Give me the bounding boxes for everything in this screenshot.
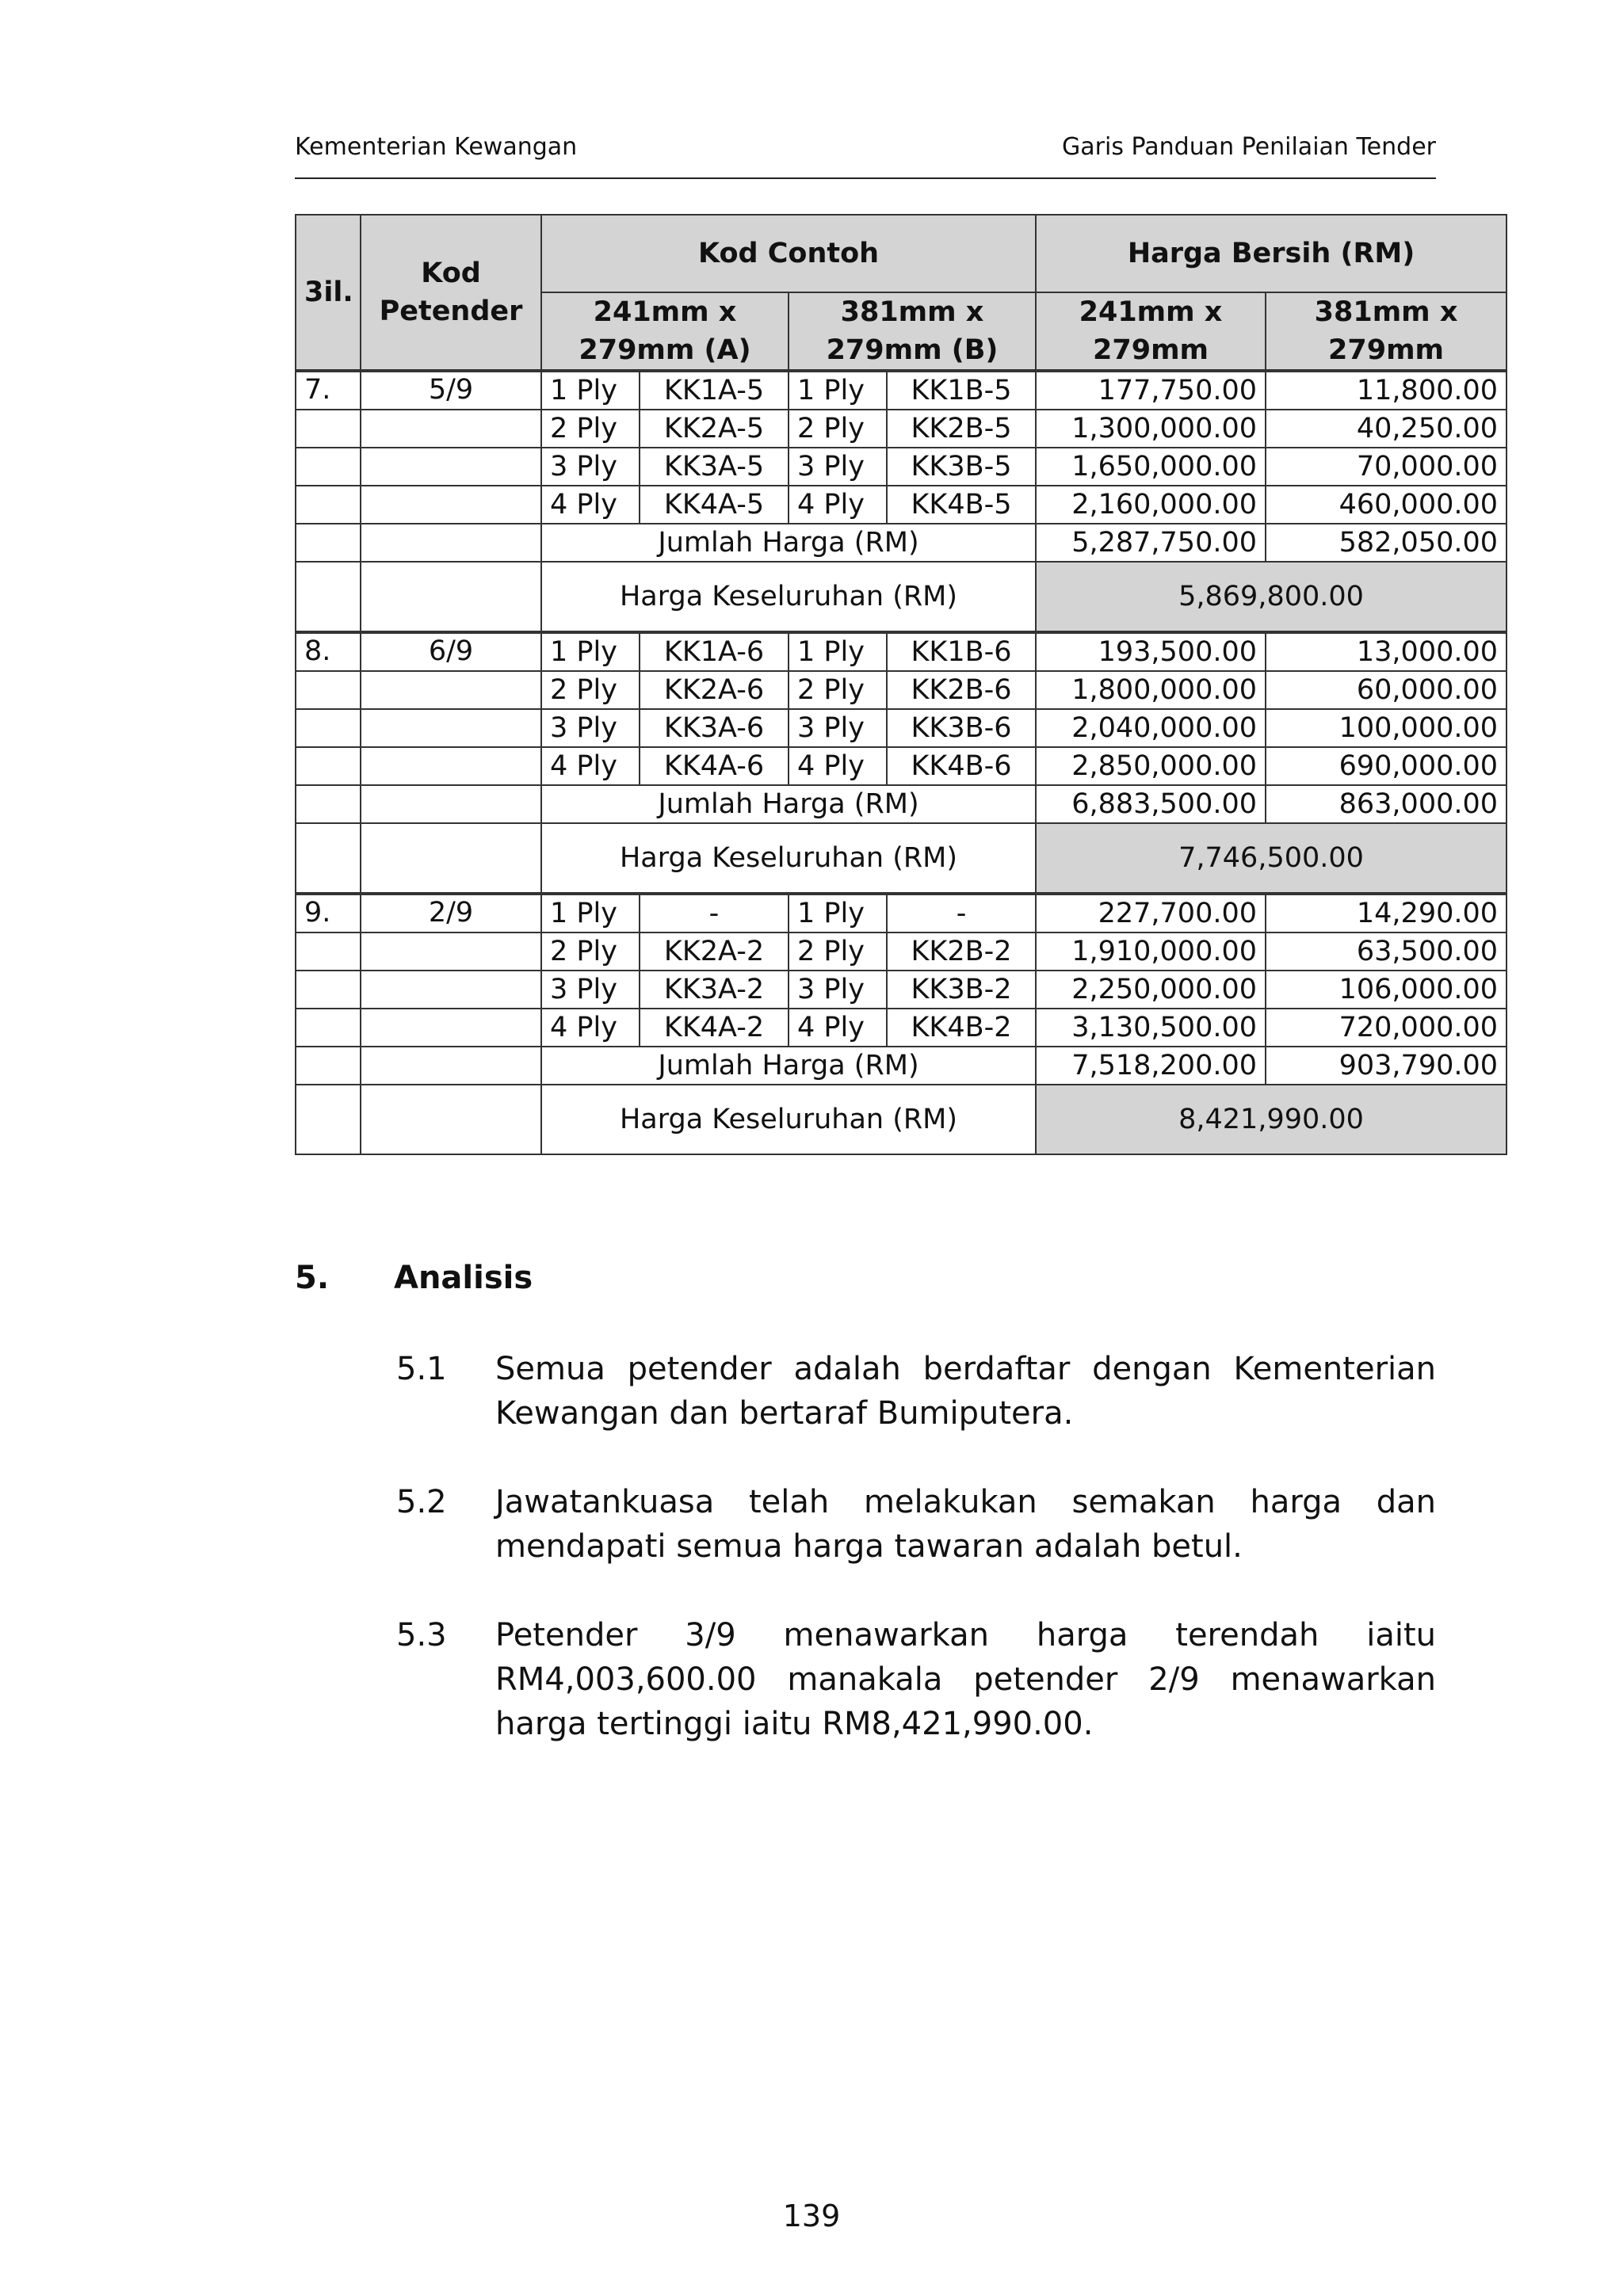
ply-b: 4 Ply [789, 747, 887, 785]
section-heading [295, 1260, 533, 1296]
paragraph-number: 5.2 [396, 1484, 447, 1520]
bil-cell [296, 933, 361, 971]
harga-keseluruhan-value: 8,421,990.00 [1036, 1085, 1507, 1154]
sample-code-b: KK4B-6 [887, 747, 1036, 785]
price-b: 14,290.00 [1266, 894, 1507, 933]
bil-cell [296, 1009, 361, 1047]
kod-cell [361, 448, 541, 486]
paragraph-5-3 [396, 1613, 1436, 1746]
total-row [296, 1085, 1507, 1154]
jumlah-price-b: 582,050.00 [1266, 524, 1507, 562]
tender-price-table [295, 214, 1507, 1155]
ply-a: 3 Ply [541, 709, 640, 747]
price-b: 106,000.00 [1266, 971, 1507, 1009]
ply-a: 4 Ply [541, 1009, 640, 1047]
jumlah-label: Jumlah Harga (RM) [541, 785, 1036, 823]
bil-number: 9. [296, 894, 361, 933]
table-row [296, 448, 1507, 486]
ply-b: 4 Ply [789, 486, 887, 524]
sample-code-a: KK3A-5 [640, 448, 789, 486]
sample-code-b: KK2B-6 [887, 671, 1036, 709]
ply-b: 3 Ply [789, 709, 887, 747]
harga-keseluruhan-label: Harga Keseluruhan (RM) [541, 823, 1036, 894]
ply-b: 2 Ply [789, 933, 887, 971]
kod-cell [361, 1009, 541, 1047]
ply-a: 2 Ply [541, 933, 640, 971]
kod-petender: 5/9 [361, 371, 541, 410]
kod-petender: 2/9 [361, 894, 541, 933]
kod-cell [361, 1047, 541, 1085]
ply-b: 3 Ply [789, 971, 887, 1009]
ply-a: 2 Ply [541, 410, 640, 448]
harga-keseluruhan-value: 5,869,800.00 [1036, 562, 1507, 632]
bil-cell [296, 1085, 361, 1154]
paragraph-text: Semua petender adalah berdaftar dengan Kementerian Kewangan dan bertaraf Bumiputera. [495, 1351, 1436, 1432]
kod-cell [361, 486, 541, 524]
jumlah-label: Jumlah Harga (RM) [541, 524, 1036, 562]
kod-cell [361, 524, 541, 562]
header-ministry: Kementerian Kewangan [295, 133, 578, 161]
page-header [295, 130, 1436, 179]
price-a: 1,650,000.00 [1036, 448, 1266, 486]
price-a: 2,160,000.00 [1036, 486, 1266, 524]
harga-keseluruhan-label: Harga Keseluruhan (RM) [541, 1085, 1036, 1154]
sample-code-b: KK3B-5 [887, 448, 1036, 486]
price-b: 63,500.00 [1266, 933, 1507, 971]
sample-code-a: KK3A-2 [640, 971, 789, 1009]
price-b: 70,000.00 [1266, 448, 1507, 486]
bil-cell [296, 410, 361, 448]
table-row [296, 971, 1507, 1009]
paragraph-text: Petender 3/9 menawarkan harga terendah iaitu RM4,003,600.00 manakala petender 2/9 menawarkan harga tertinggi iaitu RM8,421,990.00. [495, 1617, 1436, 1742]
bil-number: 7. [296, 371, 361, 410]
section-title: Analisis [394, 1260, 533, 1296]
price-a: 1,800,000.00 [1036, 671, 1266, 709]
sample-code-b: KK1B-5 [887, 371, 1036, 410]
ply-b: 1 Ply [789, 632, 887, 671]
total-row [296, 562, 1507, 632]
header-price-size-a: 241mm x 279mm [1036, 292, 1266, 371]
sample-code-b: KK3B-6 [887, 709, 1036, 747]
price-b: 13,000.00 [1266, 632, 1507, 671]
header-kod-petender: Kod Petender [361, 215, 541, 371]
ply-b: 2 Ply [789, 671, 887, 709]
ply-a: 1 Ply [541, 632, 640, 671]
jumlah-row [296, 785, 1507, 823]
bil-cell [296, 524, 361, 562]
section-number: 5. [295, 1260, 330, 1296]
bil-cell [296, 823, 361, 894]
sample-code-a: KK2A-5 [640, 410, 789, 448]
price-a: 2,040,000.00 [1036, 709, 1266, 747]
table-row [296, 486, 1507, 524]
kod-petender: 6/9 [361, 632, 541, 671]
price-b: 460,000.00 [1266, 486, 1507, 524]
price-a: 2,250,000.00 [1036, 971, 1266, 1009]
ply-a: 4 Ply [541, 747, 640, 785]
kod-cell [361, 709, 541, 747]
ply-a: 2 Ply [541, 671, 640, 709]
ply-b: 1 Ply [789, 894, 887, 933]
header-harga-bersih: Harga Bersih (RM) [1036, 215, 1507, 292]
jumlah-price-a: 5,287,750.00 [1036, 524, 1266, 562]
kod-cell [361, 410, 541, 448]
paragraph-5-1 [396, 1347, 1436, 1436]
sample-code-b: KK2B-2 [887, 933, 1036, 971]
sample-code-a: KK1A-5 [640, 371, 789, 410]
table-row [296, 410, 1507, 448]
bil-cell [296, 671, 361, 709]
bil-cell [296, 448, 361, 486]
sample-code-a: KK2A-2 [640, 933, 789, 971]
header-size-b: 381mm x 279mm (B) [789, 292, 1036, 371]
jumlah-price-b: 903,790.00 [1266, 1047, 1507, 1085]
ply-a: 3 Ply [541, 971, 640, 1009]
paragraph-number: 5.3 [396, 1617, 447, 1653]
sample-code-b: KK4B-5 [887, 486, 1036, 524]
sample-code-b: - [887, 894, 1036, 933]
kod-cell [361, 1085, 541, 1154]
header-bil: 3il. [296, 215, 361, 371]
ply-b: 4 Ply [789, 1009, 887, 1047]
paragraph-text: Jawatankuasa telah melakukan semakan harga dan mendapati semua harga tawaran adalah betul. [495, 1484, 1436, 1565]
price-b: 690,000.00 [1266, 747, 1507, 785]
bil-number: 8. [296, 632, 361, 671]
jumlah-price-a: 6,883,500.00 [1036, 785, 1266, 823]
table-row [296, 632, 1507, 671]
bil-cell [296, 562, 361, 632]
kod-cell [361, 785, 541, 823]
bil-cell [296, 486, 361, 524]
sample-code-a: KK4A-2 [640, 1009, 789, 1047]
price-b: 60,000.00 [1266, 671, 1507, 709]
ply-a: 1 Ply [541, 894, 640, 933]
harga-keseluruhan-label: Harga Keseluruhan (RM) [541, 562, 1036, 632]
price-a: 1,910,000.00 [1036, 933, 1266, 971]
kod-cell [361, 971, 541, 1009]
price-a: 177,750.00 [1036, 371, 1266, 410]
total-row [296, 823, 1507, 894]
price-b: 11,800.00 [1266, 371, 1507, 410]
ply-b: 1 Ply [789, 371, 887, 410]
bil-cell [296, 747, 361, 785]
header-price-size-b: 381mm x 279mm [1266, 292, 1507, 371]
jumlah-price-b: 863,000.00 [1266, 785, 1507, 823]
price-a: 2,850,000.00 [1036, 747, 1266, 785]
ply-b: 2 Ply [789, 410, 887, 448]
ply-a: 4 Ply [541, 486, 640, 524]
kod-cell [361, 671, 541, 709]
table-row [296, 894, 1507, 933]
kod-cell [361, 823, 541, 894]
table-row [296, 709, 1507, 747]
jumlah-row [296, 1047, 1507, 1085]
table-row [296, 1009, 1507, 1047]
ply-a: 3 Ply [541, 448, 640, 486]
bil-cell [296, 709, 361, 747]
table-row [296, 371, 1507, 410]
bil-cell [296, 971, 361, 1009]
ply-a: 1 Ply [541, 371, 640, 410]
paragraph-number: 5.1 [396, 1351, 447, 1387]
kod-cell [361, 933, 541, 971]
sample-code-a: KK4A-5 [640, 486, 789, 524]
sample-code-a: KK3A-6 [640, 709, 789, 747]
price-a: 193,500.00 [1036, 632, 1266, 671]
price-b: 40,250.00 [1266, 410, 1507, 448]
header-kod-contoh: Kod Contoh [541, 215, 1036, 292]
header-size-a: 241mm x 279mm (A) [541, 292, 789, 371]
jumlah-label: Jumlah Harga (RM) [541, 1047, 1036, 1085]
price-a: 227,700.00 [1036, 894, 1266, 933]
sample-code-b: KK1B-6 [887, 632, 1036, 671]
sample-code-a: - [640, 894, 789, 933]
bil-cell [296, 1047, 361, 1085]
jumlah-row [296, 524, 1507, 562]
ply-b: 3 Ply [789, 448, 887, 486]
paragraph-5-2 [396, 1480, 1436, 1569]
page-number: 139 [782, 2199, 841, 2233]
sample-code-b: KK4B-2 [887, 1009, 1036, 1047]
bil-cell [296, 785, 361, 823]
price-b: 720,000.00 [1266, 1009, 1507, 1047]
table-row [296, 933, 1507, 971]
sample-code-a: KK2A-6 [640, 671, 789, 709]
header-document-title: Garis Panduan Penilaian Tender [1062, 133, 1436, 161]
kod-cell [361, 747, 541, 785]
price-a: 1,300,000.00 [1036, 410, 1266, 448]
price-b: 100,000.00 [1266, 709, 1507, 747]
table-row [296, 747, 1507, 785]
price-a: 3,130,500.00 [1036, 1009, 1266, 1047]
table-row [296, 671, 1507, 709]
harga-keseluruhan-value: 7,746,500.00 [1036, 823, 1507, 894]
sample-code-a: KK4A-6 [640, 747, 789, 785]
sample-code-a: KK1A-6 [640, 632, 789, 671]
kod-cell [361, 562, 541, 632]
sample-code-b: KK2B-5 [887, 410, 1036, 448]
jumlah-price-a: 7,518,200.00 [1036, 1047, 1266, 1085]
sample-code-b: KK3B-2 [887, 971, 1036, 1009]
